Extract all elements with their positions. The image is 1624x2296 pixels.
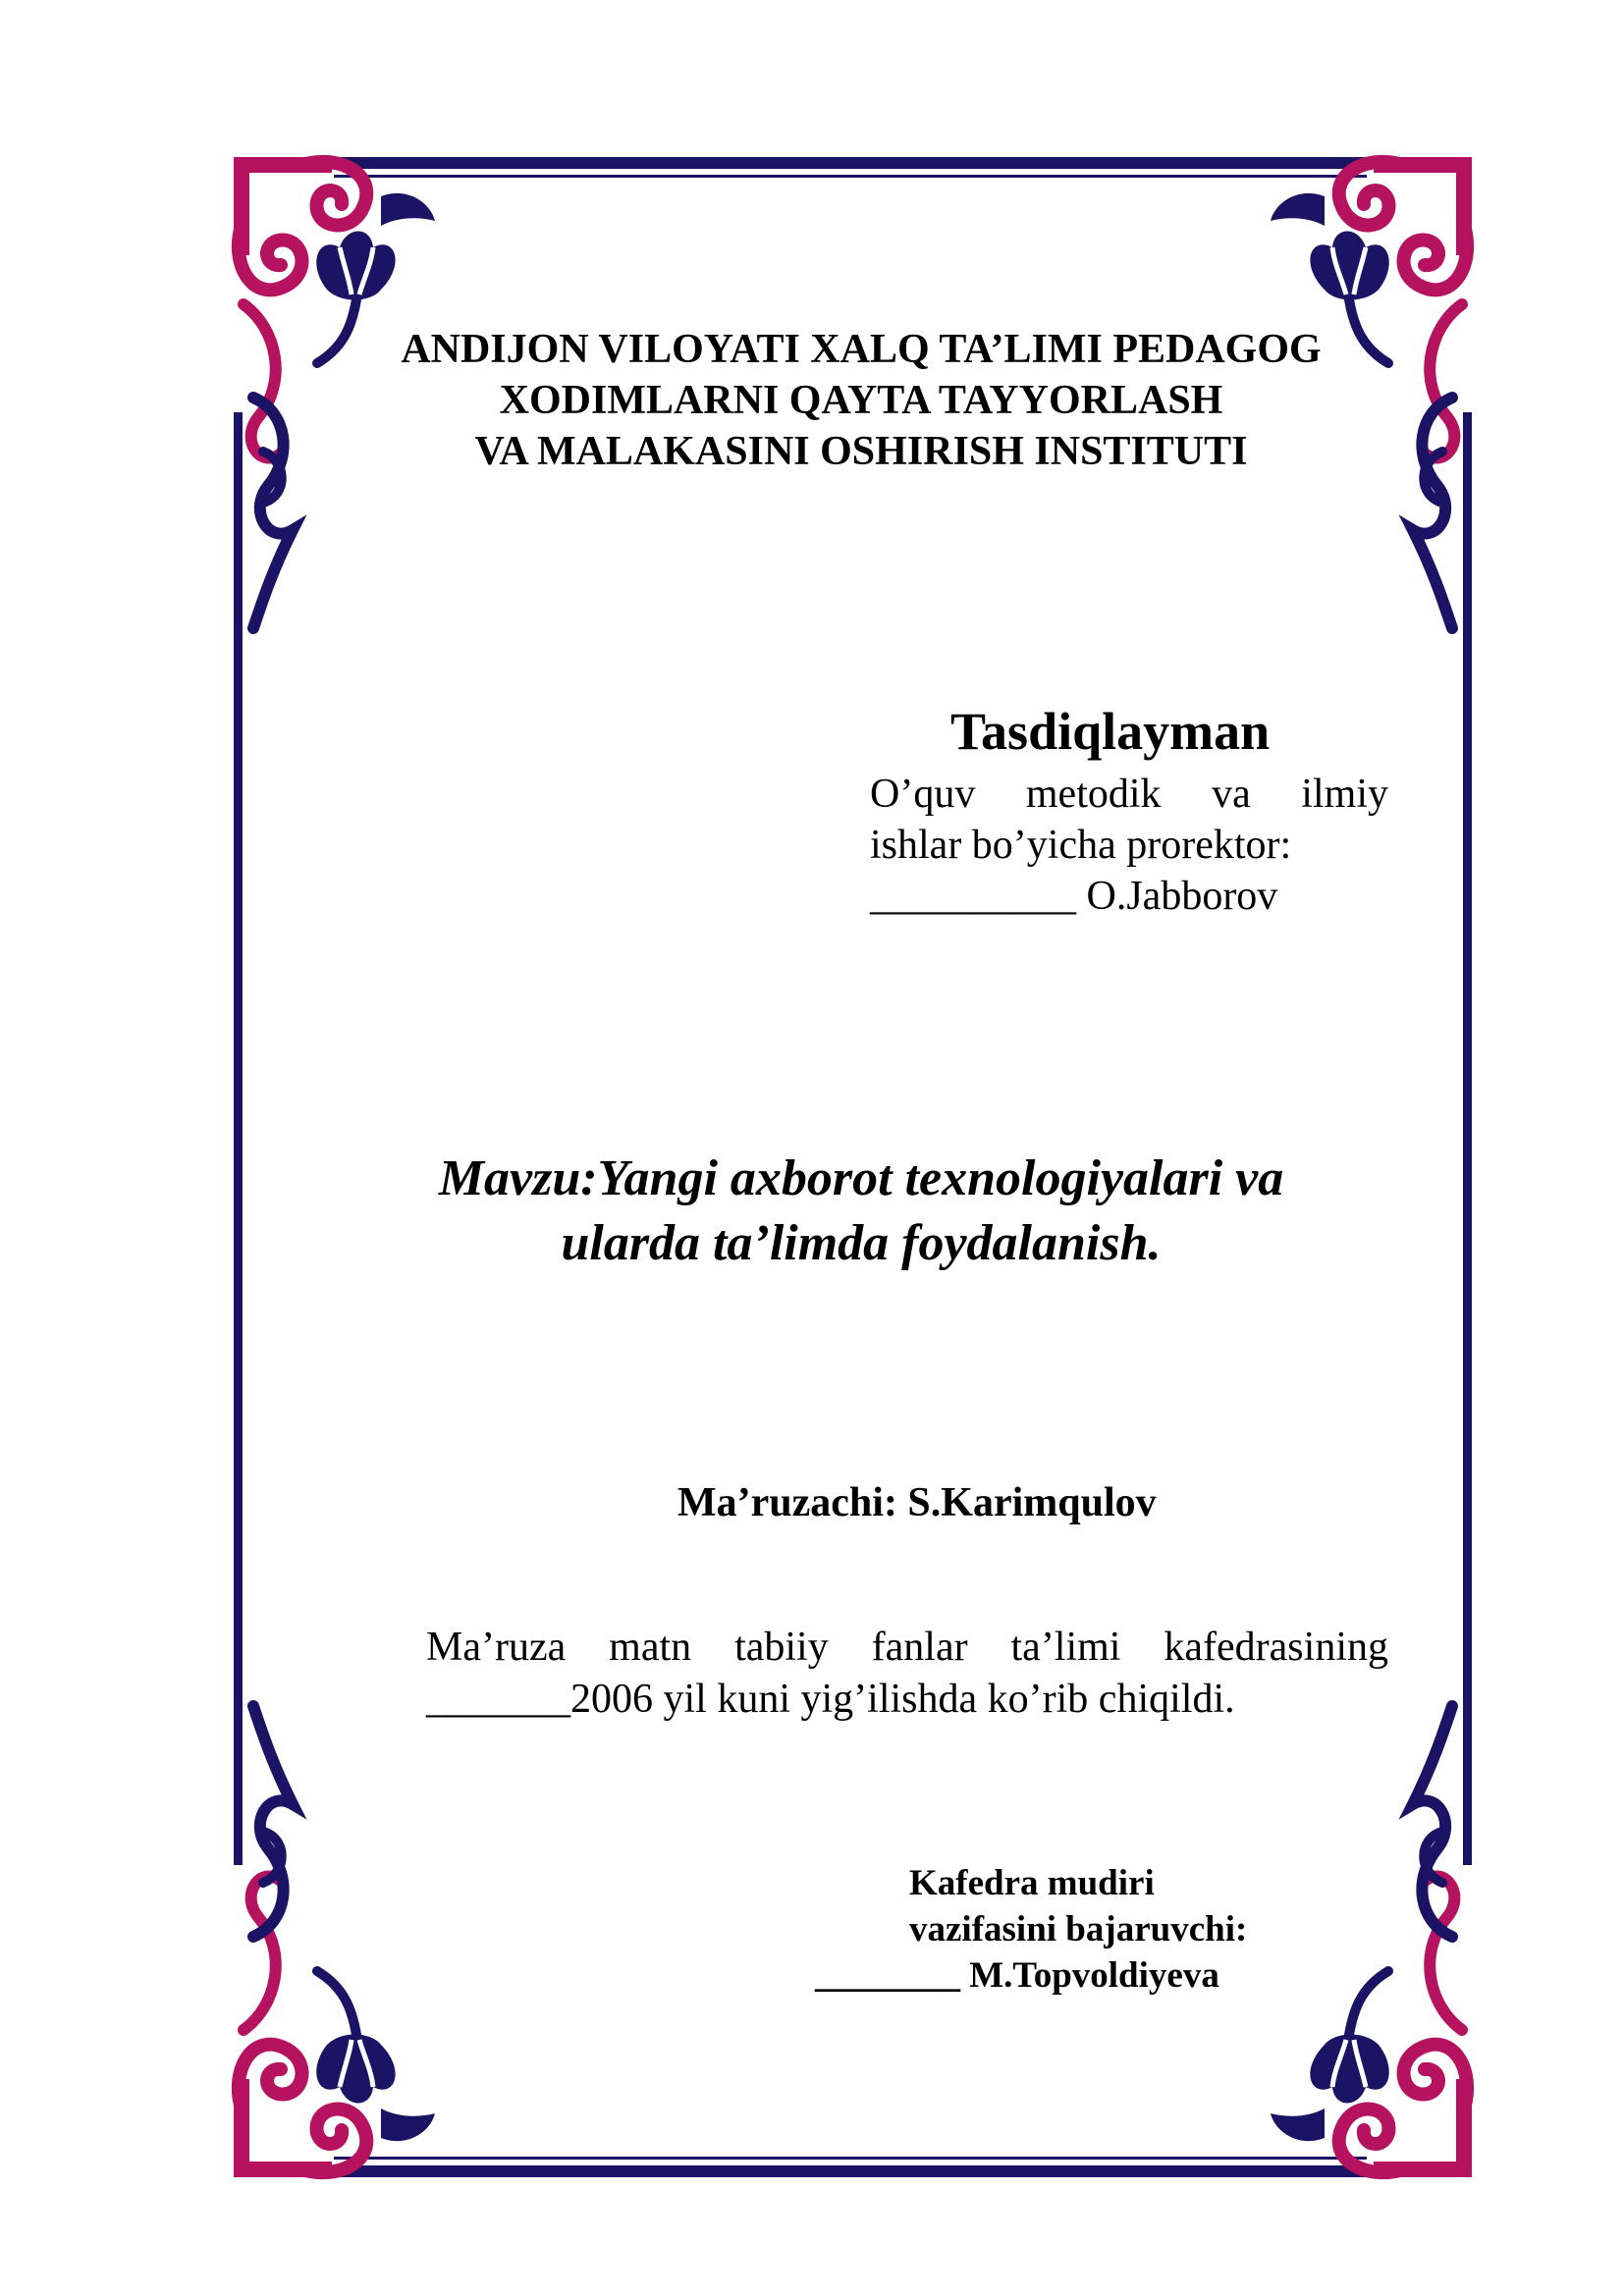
institution-line-1: ANDIJON VILOYATI XALQ TA’LIMI PEDAGOG (401, 327, 1322, 372)
topic-line-1: Mavzu:Yangi axborot texnologiyalari va (438, 1150, 1284, 1206)
topic-line-2: ularda ta’limda foydalanish. (561, 1215, 1162, 1271)
approval-line-1: O’quv metodik va ilmiy (870, 772, 1388, 817)
approval-block (870, 769, 1388, 922)
review-line-1: Ma’ruza matn tabiiy fanlar ta’limi kafedrasining (426, 1625, 1388, 1670)
department-head-line-1: Kafedra mudiri (909, 1863, 1155, 1903)
frame-right-line (1463, 412, 1472, 1865)
department-head-signature: ________ M.Topvoldiyeva (815, 1955, 1219, 1996)
frame-bottom-line (334, 2165, 1367, 2177)
institution-line-2: XODIMLARNI QAYTA TAYYORLASH (499, 378, 1223, 423)
frame-top-line (334, 157, 1367, 169)
department-head-line-2: vazifasini bajaruvchi: (909, 1909, 1248, 1949)
corner-ornament-icon (234, 1706, 435, 2177)
approval-title: Tasdiqlayman (950, 702, 1271, 761)
review-statement (426, 1622, 1388, 1726)
review-line-2: _______2006 yil kuni yig’ilishda ko’rib chiqildi. (426, 1677, 1235, 1722)
frame-left-line (234, 412, 243, 1865)
corner-ornament-icon (1271, 1706, 1472, 2177)
topic-title (295, 1147, 1428, 1276)
department-head-block (815, 1860, 1247, 1999)
institution-line-3: VA MALAKASINI OSHIRISH INSTITUTI (474, 429, 1248, 474)
approval-line-2: ishlar bo’yicha prorektor: (870, 823, 1292, 868)
lecturer-name: Ma’ruzachi: S.Karimqulov (677, 1480, 1157, 1525)
approval-signature: __________ O.Jabborov (870, 874, 1278, 919)
institution-header (295, 324, 1428, 477)
